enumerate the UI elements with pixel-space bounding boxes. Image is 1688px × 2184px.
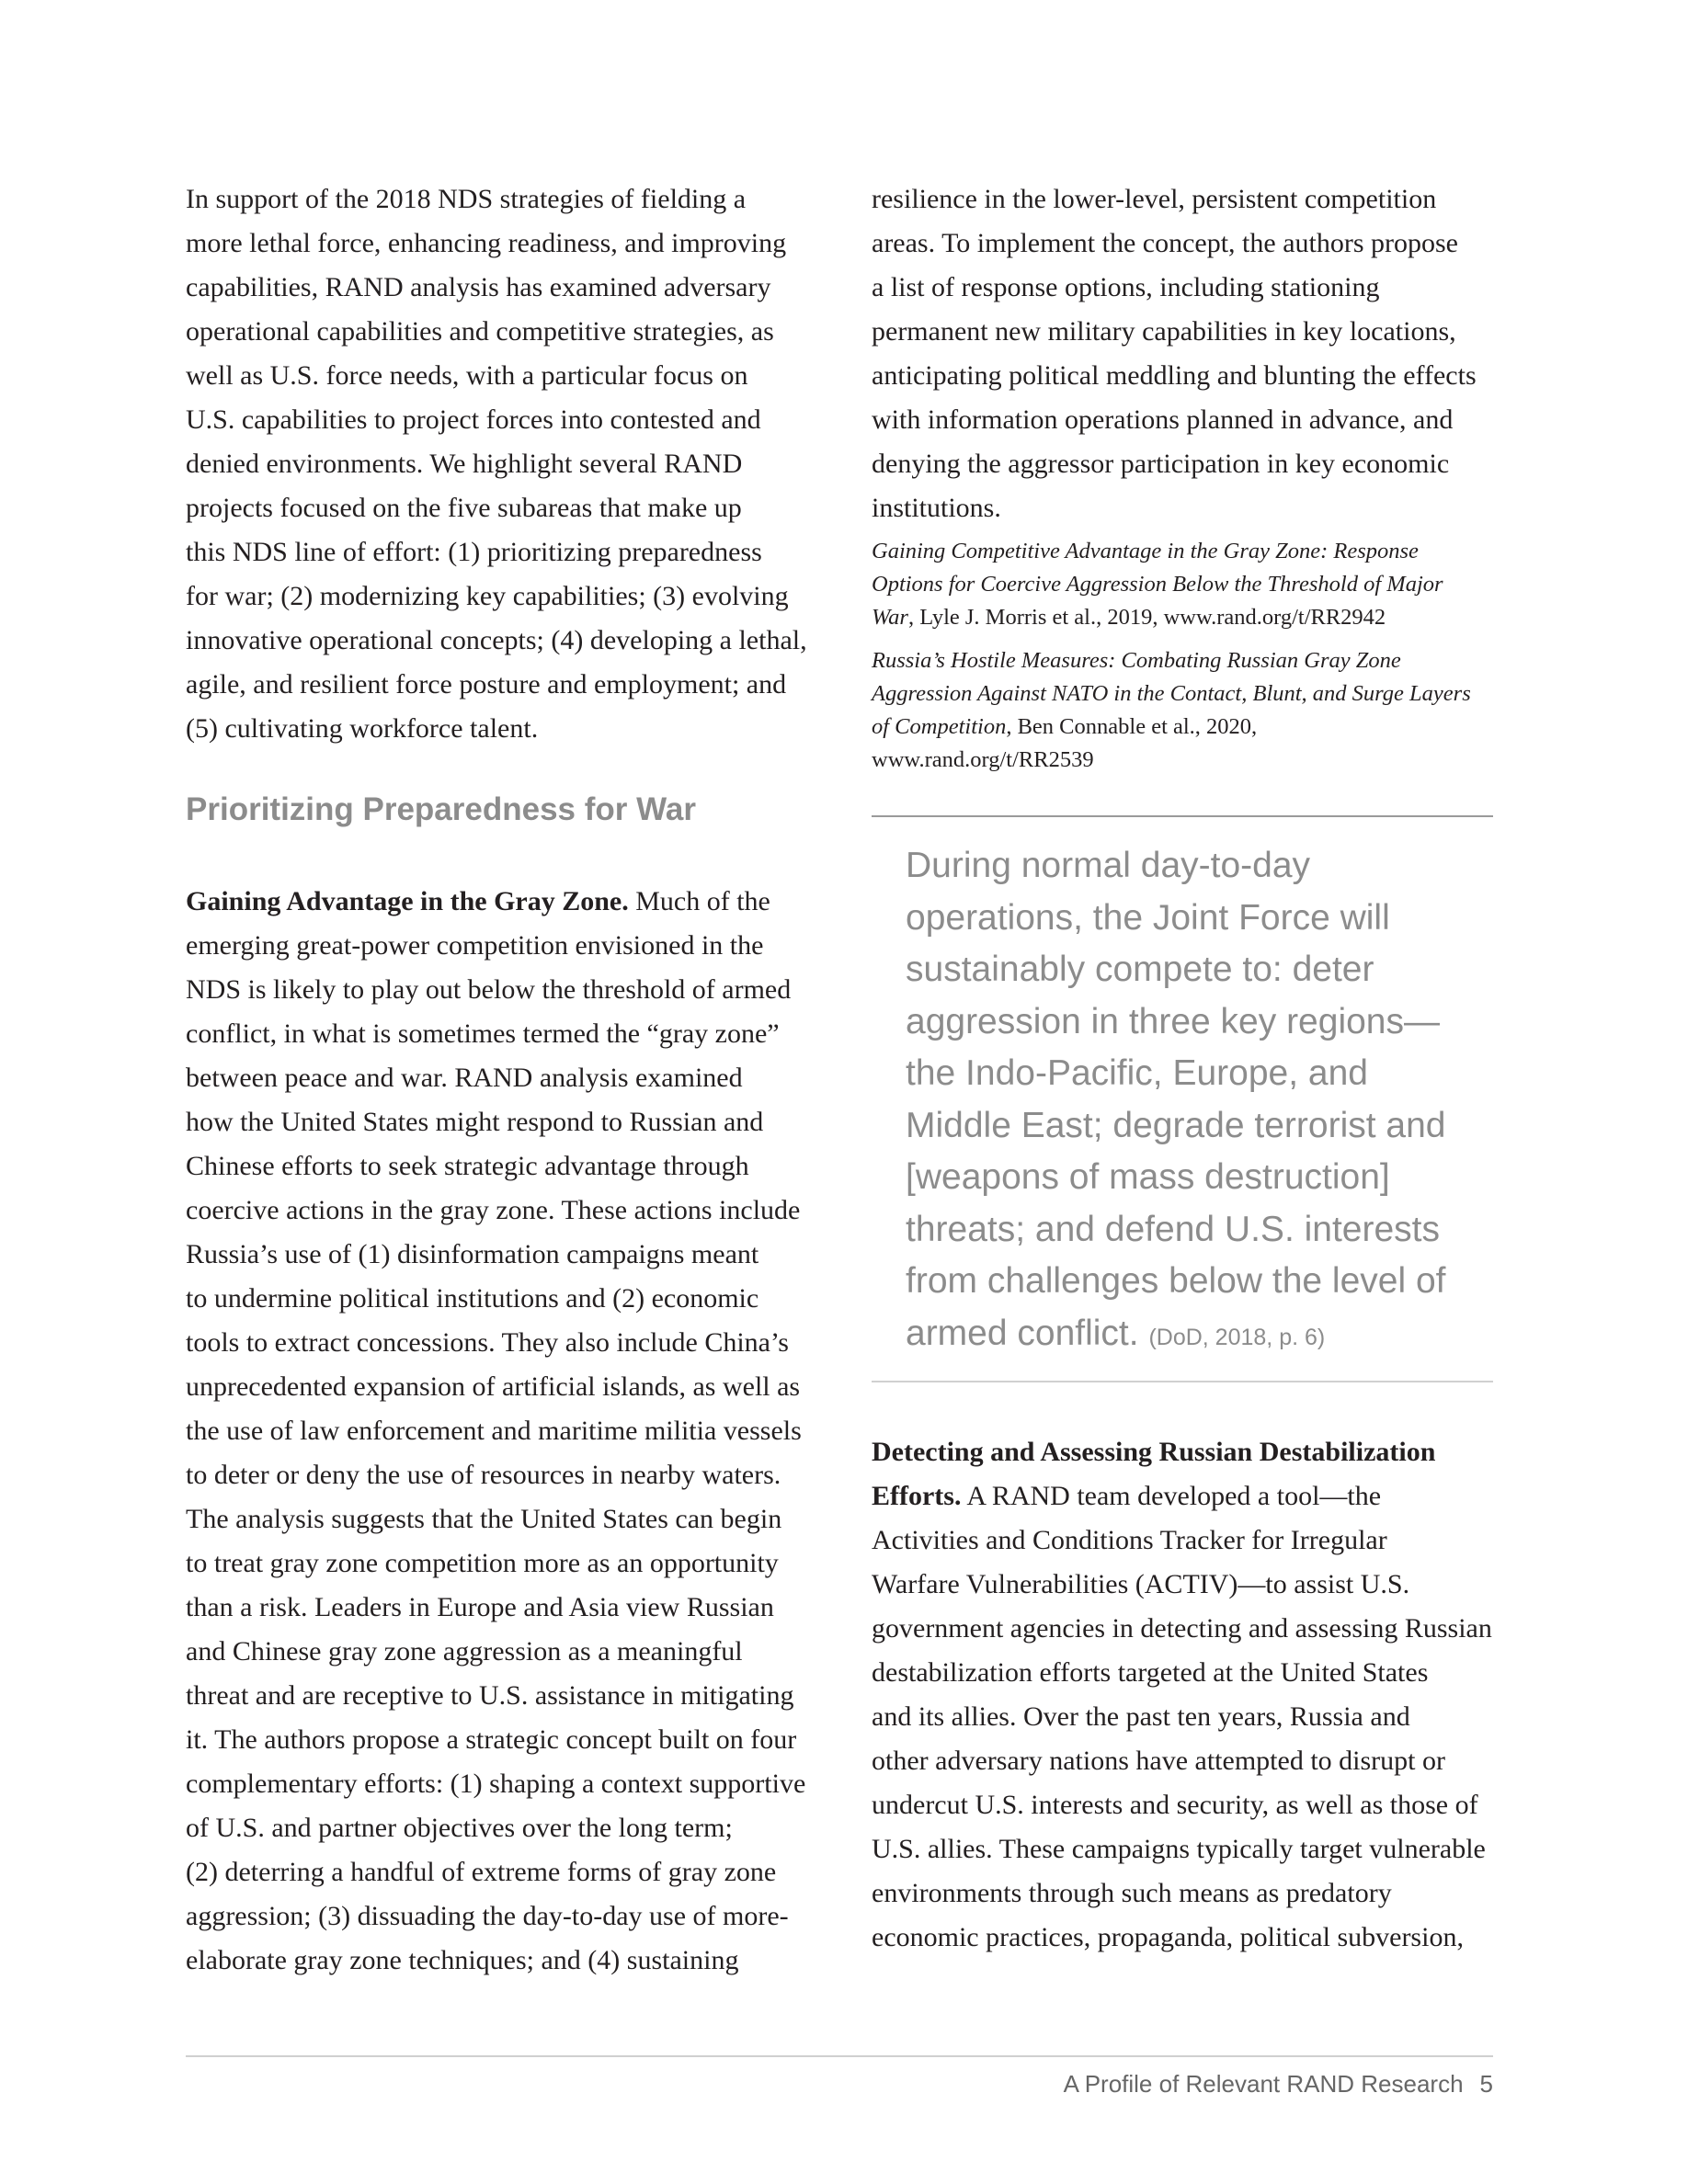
quote-line: operations, the Joint Force will [906,897,1390,938]
text-line: innovative operational concepts; (4) developing a lethal, [186,625,807,655]
text-line [872,644,1471,677]
citation-details: , Ben Connable et al., 2020, [1006,714,1258,739]
citation-gray-zone [872,535,1443,634]
gray-zone-paragraph [186,880,805,1983]
text-line: aggression; (3) dissuading the day-to-day use of more- [186,1901,789,1931]
text-line: (5) cultivating workforce talent. [186,713,539,744]
text-line: resilience in the lower-level, persistent competition [872,184,1437,214]
text-line: destabilization efforts targeted at the United States [872,1657,1429,1688]
text-line: Russia’s use of (1) disinformation campaigns meant [186,1239,759,1269]
text-line [186,880,805,924]
destabilization-paragraph [872,1430,1492,1960]
text-line: denying the aggressor participation in key economic [872,449,1450,479]
text-line [872,1474,1492,1519]
text-line: more lethal force, enhancing readiness, and improving [186,228,787,258]
text-fragment: Much of the [628,886,770,916]
text-line: (2) deterring a handful of extreme forms of gray zone [186,1857,777,1887]
text-line: threat and are receptive to U.S. assistance in mitigating [186,1680,794,1711]
text-line: anticipating political meddling and blunting the effects [872,360,1477,391]
text-line: In support of the 2018 NDS strategies of fielding a [186,184,747,214]
text-line [872,535,1443,568]
text-line: how the United States might respond to Russian and [186,1107,764,1137]
text-line: environments through such means as predatory [872,1878,1392,1908]
continuation-paragraph [872,177,1477,530]
text-line: of U.S. and partner objectives over the long term; [186,1813,733,1843]
citation-title: War [872,605,908,630]
footer-rule [186,2055,1493,2057]
text-line: unprecedented expansion of artificial islands, as well as [186,1371,801,1402]
text-line: U.S. allies. These campaigns typically target vulnerable [872,1834,1486,1864]
citation-title: Options for Coercive Aggression Below the Threshold of Major [872,572,1443,597]
text-line: U.S. capabilities to project forces into contested and [186,404,761,435]
text-line: to deter or deny the use of resources in nearby waters. [186,1460,781,1490]
citation-details: , Lyle J. Morris et al., 2019, www.rand.org/t/RR2942 [907,605,1386,630]
quote-line: the Indo-Pacific, Europe, and [906,1053,1368,1093]
quote-line: sustainably compete to: deter [906,950,1374,989]
text-line: Warfare Vulnerabilities (ACTIV)—to assist U.S. [872,1569,1410,1599]
text-line: economic practices, propaganda, political subversion, [872,1922,1464,1952]
citation-title: Russia’s Hostile Measures: Combating Russian Gray Zone [872,648,1401,673]
quote-line: During normal day-to-day [906,846,1311,885]
text-line: undercut U.S. interests and security, as well as those of [872,1790,1478,1820]
quote-line: threats; and defend U.S. interests [906,1209,1441,1249]
pull-quote [906,840,1446,1363]
text-line: capabilities, RAND analysis has examined adversary [186,272,771,302]
pull-quote-bottom-rule [872,1381,1493,1382]
text-line: a list of response options, including stationing [872,272,1380,302]
text-line: tools to extract concessions. They also include China’s [186,1327,789,1358]
citation-url: www.rand.org/t/RR2539 [872,747,1094,772]
text-line: operational capabilities and competitive strategies, as [186,316,774,347]
quote-line: aggression in three key regions— [906,1001,1440,1041]
pull-quote-top-rule [872,815,1493,817]
text-line: Chinese efforts to seek strategic advantage through [186,1151,749,1181]
citation-hostile-measures [872,644,1471,777]
text-line: this NDS line of effort: (1) prioritizing preparedness [186,537,762,567]
paragraph-lead: Detecting and Assessing Russian Destabilization [872,1437,1436,1467]
text-line [872,568,1443,601]
quote-line: from challenges below the level of [906,1261,1446,1301]
text-line: projects focused on the five subareas that make up [186,493,742,523]
text-line: other adversary nations have attempted to disrupt or [872,1746,1445,1776]
text-line: Activities and Conditions Tracker for Irregular [872,1525,1387,1555]
text-line: areas. To implement the concept, the authors propose [872,228,1458,258]
quote-line [906,1308,1446,1364]
text-fragment: A RAND team developed a tool—the [961,1481,1382,1511]
citation-title: Gaining Competitive Advantage in the Gray Zone: Response [872,539,1419,563]
page-number: 5 [1479,2070,1493,2098]
text-line: elaborate gray zone techniques; and (4) sustaining [186,1945,739,1975]
quote-text: armed conflict. [906,1313,1139,1353]
text-line: institutions. [872,493,1001,523]
text-line: conflict, in what is sometimes termed the “gray zone” [186,1018,780,1049]
text-line: between peace and war. RAND analysis examined [186,1063,743,1093]
text-line: government agencies in detecting and assessing Russian [872,1613,1492,1644]
paragraph-lead: Efforts. [872,1481,962,1511]
text-line: than a risk. Leaders in Europe and Asia view Russian [186,1592,774,1622]
quote-line: [weapons of mass destruction] [906,1157,1390,1197]
text-line: denied environments. We highlight several RAND [186,449,743,479]
citation-title: of Competition [872,714,1007,739]
text-line: to treat gray zone competition more as an opportunity [186,1548,779,1578]
section-heading: Prioritizing Preparedness for War [186,791,696,827]
citation-title: Aggression Against NATO in the Contact, Blunt, and Surge Layers [872,681,1471,706]
text-line: NDS is likely to play out below the threshold of armed [186,974,792,1005]
text-line: coercive actions in the gray zone. These actions include [186,1195,801,1225]
text-line: and Chinese gray zone aggression as a meaningful [186,1636,743,1666]
text-line: and its allies. Over the past ten years, Russia and [872,1701,1410,1732]
paragraph-lead: Gaining Advantage in the Gray Zone. [186,886,629,916]
text-line: agile, and resilient force posture and employment; and [186,669,787,700]
text-line: for war; (2) modernizing key capabilities; (3) evolving [186,581,789,611]
text-line: emerging great-power competition envisioned in the [186,930,764,961]
text-line: The analysis suggests that the United States can begin [186,1504,782,1534]
text-line [872,711,1471,744]
running-title: A Profile of Relevant RAND Research [1063,2070,1464,2098]
text-line [872,677,1471,711]
text-line: with information operations planned in advance, and [872,404,1454,435]
quote-source: (DoD, 2018, p. 6) [1148,1324,1326,1350]
text-line: it. The authors propose a strategic concept built on four [186,1724,797,1755]
text-line: well as U.S. force needs, with a particular focus on [186,360,748,391]
text-line: the use of law enforcement and maritime militia vessels [186,1416,802,1446]
text-line: complementary efforts: (1) shaping a context supportive [186,1769,806,1799]
text-line: to undermine political institutions and (2) economic [186,1283,759,1314]
intro-paragraph [186,177,807,751]
quote-line: Middle East; degrade terrorist and [906,1105,1446,1145]
text-line: permanent new military capabilities in key locations, [872,316,1456,347]
page-footer [1064,2068,1493,2099]
text-line [872,601,1443,634]
